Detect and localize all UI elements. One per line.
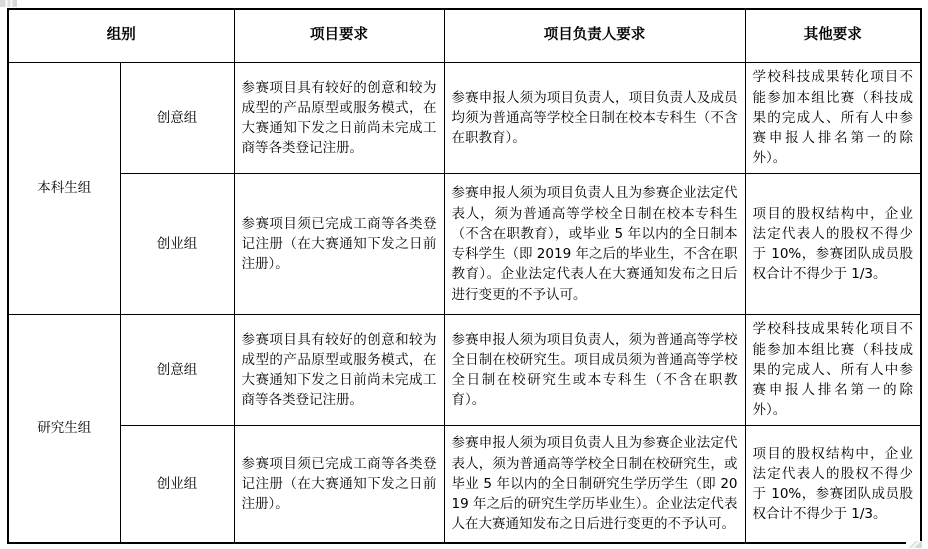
header-group: 组别	[8, 9, 234, 63]
table-row	[8, 315, 921, 426]
group-name-graduate: 研究生组	[8, 315, 120, 544]
group-name-undergraduate: 本科生组	[8, 63, 120, 315]
leader-requirement-cell: 参赛申报人须为项目负责人且为参赛企业法定代表人，须为普通高等学校全日制在校研究生，或毕业 5 年以内的全日制研究生学历学生（即 2019 年之后的研究生学历毕业生）。企业法定代表人在大赛通知发布之日后进行变更的不予认可。	[444, 426, 745, 544]
leader-requirement-cell: 参赛申报人须为项目负责人，须为普通高等学校全日制在校研究生。项目成员须为普通高等学校全日制在校研究生或本专科生（不含在职教育）。	[444, 315, 745, 426]
subgroup-creative: 创意组	[120, 63, 234, 174]
competition-requirements-table	[7, 8, 922, 544]
table-row	[8, 174, 921, 315]
table-row	[8, 426, 921, 544]
project-requirement-cell: 参赛项目须已完成工商等各类登记注册（在大赛通知下发之日前注册）。	[234, 426, 444, 544]
crop-artifact-bottom-right	[906, 541, 922, 548]
crop-artifact-top-left	[0, 0, 17, 7]
leader-requirement-cell: 参赛申报人须为项目负责人，项目负责人及成员均须为普通高等学校全日制在校本专科生（不含在职教育）。	[444, 63, 745, 174]
leader-requirement-cell: 参赛申报人须为项目负责人且为参赛企业法定代表人，须为普通高等学校全日制在校本专科生（不含在职教育），或毕业 5 年以内的全日制本专科学生（即 2019 年之后的毕业生，不含在职教育）。企业法定代表人在大赛通知发布之日后进行变更的不予认可。	[444, 174, 745, 315]
project-requirement-cell: 参赛项目具有较好的创意和较为成型的产品原型或服务模式，在大赛通知下发之日前尚未完成工商等各类登记注册。	[234, 63, 444, 174]
subgroup-startup: 创业组	[120, 426, 234, 544]
table-header-row	[8, 9, 921, 63]
project-requirement-cell: 参赛项目须已完成工商等各类登记注册（在大赛通知下发之日前注册）。	[234, 174, 444, 315]
subgroup-startup: 创业组	[120, 174, 234, 315]
other-requirement-cell: 学校科技成果转化项目不能参加本组比赛（科技成果的完成人、所有人中参赛申报人排名第一的除外）。	[745, 315, 921, 426]
other-requirement-cell: 项目的股权结构中，企业法定代表人的股权不得少于 10%，参赛团队成员股权合计不得少于 1/3。	[745, 426, 921, 544]
project-requirement-cell: 参赛项目具有较好的创意和较为成型的产品原型或服务模式，在大赛通知下发之日前尚未完成工商等各类登记注册。	[234, 315, 444, 426]
table-row	[8, 63, 921, 174]
other-requirement-cell: 项目的股权结构中，企业法定代表人的股权不得少于 10%，参赛团队成员股权合计不得少于 1/3。	[745, 174, 921, 315]
other-requirement-cell: 学校科技成果转化项目不能参加本组比赛（科技成果的完成人、所有人中参赛申报人排名第一的除外）。	[745, 63, 921, 174]
header-leader-requirements: 项目负责人要求	[444, 9, 745, 63]
header-project-requirements: 项目要求	[234, 9, 444, 63]
subgroup-creative: 创意组	[120, 315, 234, 426]
header-other-requirements: 其他要求	[745, 9, 921, 63]
